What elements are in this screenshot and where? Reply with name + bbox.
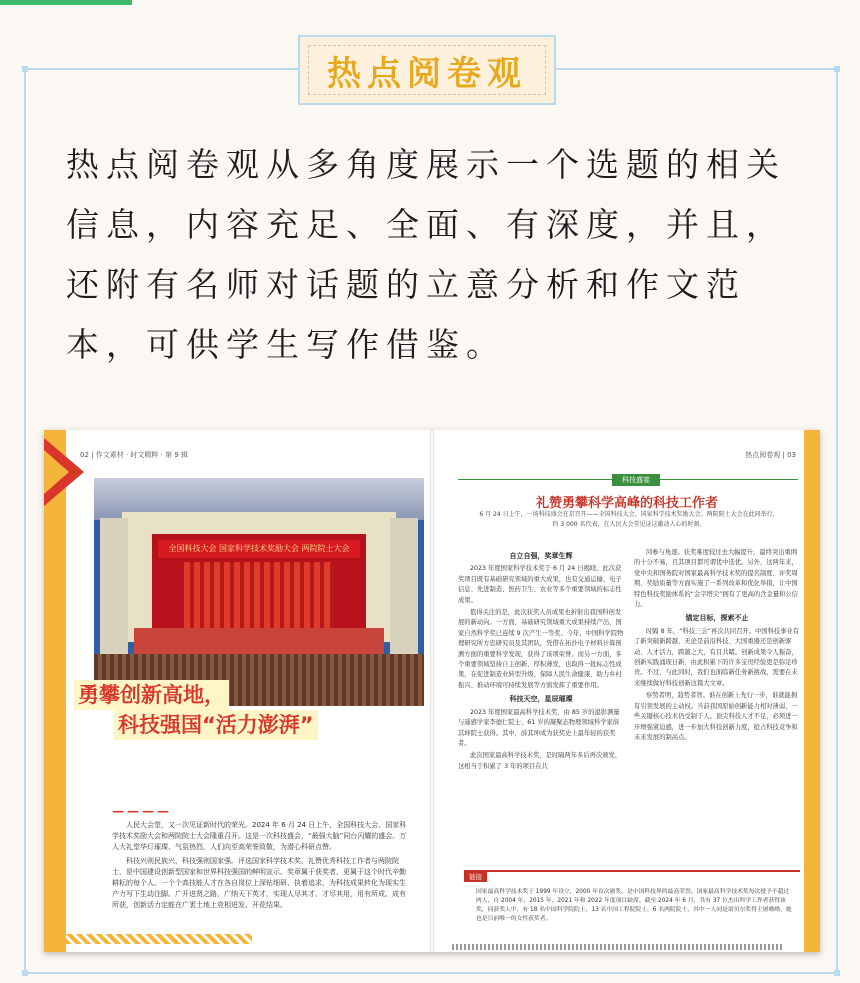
headline-line-1: 勇攀创新高地， (74, 680, 229, 710)
yellow-triangle-marker (44, 450, 69, 494)
hall-side-wall (390, 518, 418, 654)
stage-banner: 全国科技大会 国家科学技术奖励大会 两院院士大会 (158, 540, 360, 558)
great-hall-photo (94, 478, 424, 706)
left-body-text (112, 820, 412, 914)
left-running-header: 02 | 作文素材 · 时文精粹 · 第 9 辑 (80, 451, 188, 459)
headline-line-2: 科技强国“活力澎湃” (114, 710, 318, 740)
section-title: 热点阅卷观 (327, 53, 527, 94)
link-box (464, 870, 800, 938)
section-title-box (298, 35, 556, 105)
subheading: 锚定目标，探索不止 (685, 614, 749, 623)
right-page-color-strip (804, 430, 820, 952)
subheading: 科技天空，星辰璀璨 (509, 695, 573, 704)
right-article-title: 礼赞勇攀科学高峰的科技工作者 (535, 496, 718, 511)
right-article-subtitle: 6 月 24 日上午，一场科技盛会在京召开——全国科技大会、国家科学技术奖励大会、两院院士大会在此同举行，约 3 000 名代表，在人民大会堂见证这激动人心的时刻。 (479, 511, 779, 528)
stage-platform (134, 628, 384, 654)
red-flags (184, 562, 334, 632)
frame-corner (834, 66, 840, 72)
hall-side-wall (100, 518, 128, 654)
section-tag: 科技盛宴 (612, 474, 660, 486)
right-column-1 (458, 548, 624, 774)
right-column-2 (634, 548, 800, 745)
top-accent-bar (0, 0, 132, 5)
frame-corner (834, 970, 840, 976)
decorative-dashes: ———— (112, 804, 172, 818)
left-page-color-strip (44, 430, 66, 952)
paragraph: 值得关注的是，此次获奖人员成果也折射出我国科创发展的新动向。一方面，基础研究领域重大成果持续产出，国家自然科学奖已连续 9 次产生一等奖。今年，中国科学院物理研究所方忠研究员及其团队，凭借在拓扑电子材料计算预测方面的重要科学发现，获得了该项荣誉。而另一方面，多个重要领域坚持自主创新、厚积薄发，也取得一批标志性成果，在促进制造业转型升级、保障人民生命健康、助力乡村振兴、推动环境可持续发展等方面发挥了重要作用。 (458, 609, 624, 689)
article-headline (74, 680, 384, 740)
right-page (434, 430, 820, 952)
frame-corner (22, 970, 28, 976)
frame-corner (22, 66, 28, 72)
paragraph: 2023 年度国家科学技术奖于 6 月 24 日揭晓。此次获奖项目既有基础研究领域的重大成果，也有交通运输、电子信息、先进制造、医药卫生、农业等多个重要领域的标志性成果。 (458, 565, 622, 604)
left-paragraph: 人民大会堂，又一次见证新时代的荣光。2024 年 6 月 24 日上午，全国科技大会、国家科学技术奖励大会和两院院士大会隆重召开。这是一次科技盛会，“最强大脑”同台闪耀的盛会。万人大礼堂华灯璀璨、气氛热烈，人们向至高荣誉致敬，为潜心科研点赞。 (112, 821, 407, 851)
link-text: 国家最高科学技术奖于 1999 年设立，2000 年首次颁奖，是中国科技界的最高荣誉。国家最高科学技术奖每次授予不超过两人，自 2004 年、2015 年、2021 年和 2022 年度项目缺席。截至 2024 年 6 月，共有 37 位杰出科学工作者获得该奖，同获奖人中，有 18 名中国科学院院士，13 名中国工程院院士，6 名两院院士，其中一人同是诺贝尔奖得主屠呦呦，她也是目前唯一的女性获奖者。 (476, 889, 792, 922)
right-running-header: 热点阅卷观 | 03 (745, 451, 796, 459)
subheading: 自立自强，奖章生辉 (509, 552, 573, 560)
right-bottom-pattern (452, 944, 782, 950)
link-label: 链接 (464, 871, 487, 882)
paragraph: 察势者明，趋势者智。谁在创新上先行一步，谁就能拥有引领发展的主动权。当前我国原始创新能力相对薄弱，一些关键核心技术仍受制于人。顶尖科技人才不足，必须进一步增强紧迫感，进一步加大科技创新力度，抢占科技竞争和未来发展的制高点。 (634, 692, 798, 741)
left-page (44, 430, 430, 952)
paragraph: 同参与角逐。获奖难度较过去大幅提升，最终突出重围的十分不易，且其项目都可谓优中选优。另外，这两年来，党中央和国务院对国家最高科学技术奖的提名制度、评奖周期、奖励质量等方面实施了一系列改革和优化举措，让中国特色科技奖励体系的“金字塔尖”拥有了更高的含金量和公信力。 (634, 549, 798, 609)
left-paragraph: 科技兴则民族兴，科技强则国家强。评选国家科学技术奖、礼赞优秀科技工作者与两院院士，是中国建设创新型国家和世界科技强国的鲜明宣示。奖章属于获奖者，更属于这个时代辛勤耕耘的每个人。一个个高技能人才在各自岗位上深钻细研、执着追求，为科技成果转化为现实生产力写下生动注脚。广开进贤之路，广纳天下英才，实现人尽其才、才尽其用，用有所成、成有所获，创新活力定能在广袤土地上竞相迸发、开花结果。 (112, 857, 406, 909)
intro-paragraph: 热点阅卷观从多角度展示一个选题的相关信息，内容充足、全面、有深度，并且，还附有名师对话题的立意分析和作文范本，可供学生写作借鉴。 (66, 145, 786, 364)
paragraph: 时隔 8 年，“科技三会”再次共同召开。中国科技事业有了新突破新跨越，无论是前沿科技、大国重器还是创新驱动、人才活力，跨越之大，有目共睹。创新成果令人振奋，创新实践涌现日新，由此积累下的许多宝贵经验更是弥足珍贵。不过，与此同时，我们也面临新任务新挑战，需要在未来继续做好科技创新这篇大文章。 (634, 627, 800, 687)
book-spread-image (44, 430, 820, 952)
left-bottom-pattern (66, 934, 252, 944)
paragraph: 此次国家最高科学技术奖，是时隔两年多后再次颁发，这相当于积累了 3 年的项目在共 (458, 752, 622, 770)
paragraph: 2023 年度国家最高科学技术奖，由 85 岁的湿影测量与遥感学家李德仁院士、61 岁的凝聚态物理领域科学家薛其坤院士获得。其中，薛其坤成为获奖史上最年轻的获奖者。 (458, 708, 620, 747)
